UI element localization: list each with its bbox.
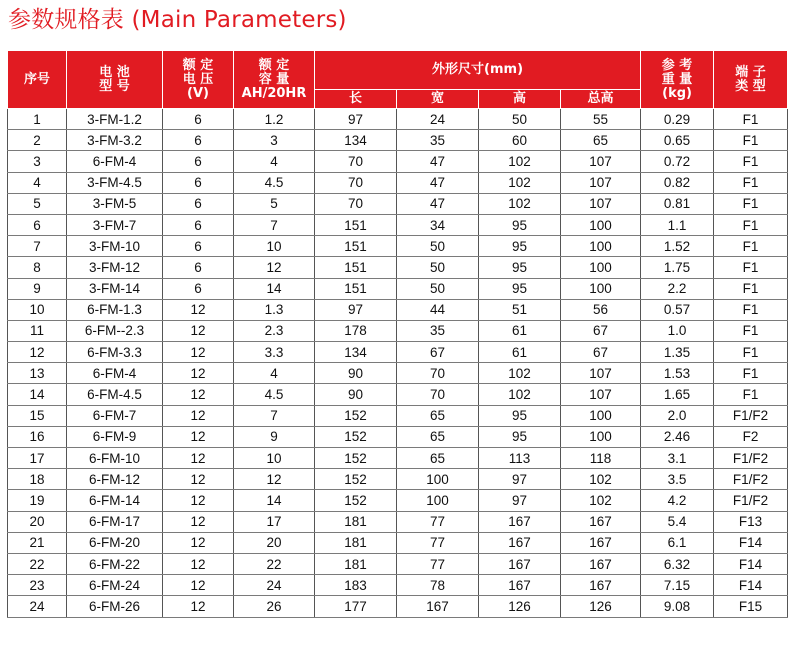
cell-voltage: 12 [163,469,234,490]
cell-weight: 0.72 [641,151,714,172]
cell-length: 152 [315,426,397,447]
cell-capacity: 4.5 [234,384,315,405]
cell-height: 167 [479,532,561,553]
cell-voltage: 6 [163,214,234,235]
cell-length: 152 [315,469,397,490]
header-total-height: 总高 [561,90,641,109]
cell-model: 3-FM-10 [67,236,163,257]
cell-terminal: F1/F2 [714,405,788,426]
cell-total-height: 107 [561,172,641,193]
cell-length: 177 [315,596,397,617]
cell-total-height: 67 [561,320,641,341]
cell-seq: 19 [8,490,67,511]
cell-capacity: 14 [234,490,315,511]
cell-width: 78 [397,575,479,596]
cell-width: 77 [397,532,479,553]
cell-model: 6-FM-12 [67,469,163,490]
cell-voltage: 6 [163,278,234,299]
cell-weight: 9.08 [641,596,714,617]
cell-voltage: 6 [163,257,234,278]
cell-terminal: F1 [714,109,788,130]
cell-terminal: F13 [714,511,788,532]
table-row [8,511,788,532]
cell-voltage: 6 [163,130,234,151]
cell-total-height: 167 [561,575,641,596]
cell-weight: 1.0 [641,320,714,341]
cell-total-height: 118 [561,448,641,469]
table-row [8,426,788,447]
cell-model: 6-FM-20 [67,532,163,553]
cell-length: 97 [315,109,397,130]
cell-length: 70 [315,193,397,214]
cell-capacity: 17 [234,511,315,532]
cell-terminal: F1/F2 [714,469,788,490]
cell-seq: 12 [8,342,67,363]
cell-total-height: 100 [561,214,641,235]
cell-length: 151 [315,236,397,257]
cell-model: 3-FM-12 [67,257,163,278]
cell-model: 6-FM-10 [67,448,163,469]
cell-total-height: 100 [561,257,641,278]
cell-length: 151 [315,257,397,278]
cell-width: 50 [397,278,479,299]
cell-weight: 1.1 [641,214,714,235]
cell-voltage: 12 [163,384,234,405]
cell-width: 47 [397,151,479,172]
cell-capacity: 26 [234,596,315,617]
cell-seq: 9 [8,278,67,299]
cell-weight: 6.32 [641,553,714,574]
table-row [8,172,788,193]
cell-weight: 2.46 [641,426,714,447]
cell-capacity: 5 [234,193,315,214]
table-row [8,130,788,151]
cell-height: 51 [479,299,561,320]
cell-model: 6-FM-24 [67,575,163,596]
cell-seq: 17 [8,448,67,469]
cell-height: 61 [479,320,561,341]
cell-total-height: 100 [561,278,641,299]
cell-width: 35 [397,320,479,341]
cell-width: 67 [397,342,479,363]
cell-width: 24 [397,109,479,130]
cell-seq: 18 [8,469,67,490]
cell-height: 102 [479,151,561,172]
cell-width: 65 [397,448,479,469]
cell-voltage: 6 [163,151,234,172]
cell-voltage: 12 [163,532,234,553]
cell-terminal: F14 [714,553,788,574]
parameters-table [7,50,788,618]
header-width: 宽 [397,90,479,109]
cell-terminal: F1 [714,151,788,172]
cell-seq: 14 [8,384,67,405]
cell-weight: 5.4 [641,511,714,532]
cell-weight: 0.82 [641,172,714,193]
cell-width: 167 [397,596,479,617]
cell-capacity: 4 [234,151,315,172]
cell-terminal: F14 [714,575,788,596]
cell-voltage: 12 [163,575,234,596]
cell-total-height: 67 [561,342,641,363]
cell-terminal: F1 [714,363,788,384]
cell-terminal: F1 [714,320,788,341]
cell-total-height: 102 [561,490,641,511]
cell-seq: 7 [8,236,67,257]
cell-voltage: 12 [163,405,234,426]
cell-height: 95 [479,278,561,299]
header-capacity: 额 定 容 量 AH/20HR [234,51,315,109]
cell-voltage: 12 [163,553,234,574]
table-row [8,278,788,299]
cell-model: 6-FM--2.3 [67,320,163,341]
cell-length: 70 [315,151,397,172]
cell-seq: 8 [8,257,67,278]
cell-total-height: 107 [561,363,641,384]
cell-seq: 10 [8,299,67,320]
cell-voltage: 12 [163,320,234,341]
cell-length: 151 [315,214,397,235]
cell-capacity: 12 [234,257,315,278]
table-row [8,596,788,617]
cell-weight: 3.5 [641,469,714,490]
cell-height: 102 [479,172,561,193]
cell-seq: 16 [8,426,67,447]
cell-width: 77 [397,511,479,532]
table-header-row [8,51,788,90]
cell-voltage: 12 [163,511,234,532]
cell-total-height: 65 [561,130,641,151]
cell-weight: 1.53 [641,363,714,384]
cell-seq: 20 [8,511,67,532]
header-dimensions: 外形尺寸(mm) [315,51,641,90]
header-seq: 序号 [8,51,67,109]
cell-model: 6-FM-26 [67,596,163,617]
cell-width: 100 [397,469,479,490]
cell-voltage: 12 [163,426,234,447]
cell-weight: 4.2 [641,490,714,511]
cell-height: 60 [479,130,561,151]
cell-model: 3-FM-7 [67,214,163,235]
cell-width: 35 [397,130,479,151]
table-row [8,257,788,278]
cell-total-height: 100 [561,405,641,426]
cell-seq: 24 [8,596,67,617]
cell-model: 6-FM-22 [67,553,163,574]
cell-capacity: 3.3 [234,342,315,363]
cell-capacity: 1.3 [234,299,315,320]
cell-height: 95 [479,426,561,447]
cell-total-height: 55 [561,109,641,130]
cell-terminal: F1/F2 [714,490,788,511]
cell-terminal: F1 [714,130,788,151]
cell-total-height: 167 [561,553,641,574]
cell-model: 6-FM-7 [67,405,163,426]
cell-terminal: F1 [714,278,788,299]
cell-height: 97 [479,469,561,490]
cell-voltage: 12 [163,342,234,363]
cell-width: 44 [397,299,479,320]
cell-length: 134 [315,342,397,363]
cell-terminal: F1 [714,193,788,214]
cell-length: 152 [315,405,397,426]
cell-capacity: 10 [234,236,315,257]
cell-width: 50 [397,257,479,278]
cell-width: 65 [397,405,479,426]
cell-seq: 2 [8,130,67,151]
cell-terminal: F1 [714,342,788,363]
cell-height: 167 [479,511,561,532]
cell-width: 50 [397,236,479,257]
cell-height: 95 [479,405,561,426]
cell-capacity: 4 [234,363,315,384]
cell-length: 181 [315,553,397,574]
cell-voltage: 12 [163,363,234,384]
cell-width: 47 [397,193,479,214]
cell-voltage: 6 [163,193,234,214]
cell-seq: 13 [8,363,67,384]
table-row [8,299,788,320]
cell-capacity: 9 [234,426,315,447]
cell-width: 70 [397,363,479,384]
table-row [8,469,788,490]
cell-weight: 7.15 [641,575,714,596]
cell-model: 3-FM-1.2 [67,109,163,130]
header-weight: 参 考 重 量 (kg) [641,51,714,109]
cell-height: 167 [479,575,561,596]
cell-total-height: 107 [561,193,641,214]
cell-terminal: F1 [714,172,788,193]
cell-model: 6-FM-3.3 [67,342,163,363]
cell-capacity: 7 [234,214,315,235]
cell-voltage: 6 [163,109,234,130]
table-row [8,448,788,469]
cell-terminal: F1 [714,384,788,405]
cell-total-height: 167 [561,511,641,532]
cell-model: 3-FM-5 [67,193,163,214]
cell-seq: 23 [8,575,67,596]
cell-seq: 22 [8,553,67,574]
cell-weight: 0.57 [641,299,714,320]
cell-height: 95 [479,257,561,278]
cell-weight: 2.2 [641,278,714,299]
cell-weight: 1.65 [641,384,714,405]
cell-voltage: 12 [163,448,234,469]
cell-weight: 1.75 [641,257,714,278]
table-row [8,214,788,235]
cell-total-height: 100 [561,426,641,447]
cell-capacity: 14 [234,278,315,299]
cell-width: 34 [397,214,479,235]
cell-height: 102 [479,384,561,405]
cell-capacity: 20 [234,532,315,553]
cell-seq: 21 [8,532,67,553]
cell-model: 3-FM-4.5 [67,172,163,193]
cell-capacity: 12 [234,469,315,490]
cell-length: 151 [315,278,397,299]
cell-length: 70 [315,172,397,193]
cell-length: 152 [315,490,397,511]
cell-terminal: F1 [714,299,788,320]
cell-length: 90 [315,363,397,384]
cell-seq: 1 [8,109,67,130]
cell-terminal: F14 [714,532,788,553]
table-row [8,109,788,130]
cell-length: 152 [315,448,397,469]
cell-voltage: 6 [163,172,234,193]
cell-seq: 6 [8,214,67,235]
header-height: 高 [479,90,561,109]
cell-total-height: 167 [561,532,641,553]
cell-total-height: 107 [561,151,641,172]
table-row [8,342,788,363]
table-row [8,193,788,214]
cell-seq: 4 [8,172,67,193]
cell-terminal: F1 [714,236,788,257]
cell-voltage: 12 [163,596,234,617]
cell-total-height: 102 [561,469,641,490]
cell-terminal: F2 [714,426,788,447]
cell-height: 102 [479,363,561,384]
cell-model: 6-FM-9 [67,426,163,447]
cell-weight: 1.52 [641,236,714,257]
table-row [8,363,788,384]
cell-capacity: 22 [234,553,315,574]
cell-height: 97 [479,490,561,511]
cell-capacity: 1.2 [234,109,315,130]
cell-height: 126 [479,596,561,617]
cell-terminal: F1 [714,214,788,235]
cell-height: 102 [479,193,561,214]
table-row [8,532,788,553]
cell-capacity: 10 [234,448,315,469]
cell-height: 61 [479,342,561,363]
cell-weight: 6.1 [641,532,714,553]
header-length: 长 [315,90,397,109]
cell-voltage: 6 [163,236,234,257]
header-terminal: 端 子 类 型 [714,51,788,109]
cell-voltage: 12 [163,490,234,511]
table-row [8,384,788,405]
cell-capacity: 2.3 [234,320,315,341]
header-voltage: 额 定 电 压 (V) [163,51,234,109]
cell-total-height: 56 [561,299,641,320]
cell-seq: 3 [8,151,67,172]
cell-model: 6-FM-4.5 [67,384,163,405]
table-row [8,236,788,257]
cell-total-height: 126 [561,596,641,617]
table-row [8,151,788,172]
cell-total-height: 107 [561,384,641,405]
cell-capacity: 4.5 [234,172,315,193]
cell-length: 181 [315,532,397,553]
cell-width: 100 [397,490,479,511]
cell-width: 77 [397,553,479,574]
cell-model: 6-FM-1.3 [67,299,163,320]
cell-length: 90 [315,384,397,405]
table-row [8,320,788,341]
cell-weight: 1.35 [641,342,714,363]
cell-terminal: F1 [714,257,788,278]
cell-seq: 15 [8,405,67,426]
cell-total-height: 100 [561,236,641,257]
cell-length: 178 [315,320,397,341]
cell-width: 47 [397,172,479,193]
cell-weight: 0.29 [641,109,714,130]
header-model: 电 池 型 号 [67,51,163,109]
cell-weight: 0.65 [641,130,714,151]
cell-height: 167 [479,553,561,574]
table-row [8,553,788,574]
table-row [8,490,788,511]
cell-seq: 5 [8,193,67,214]
cell-capacity: 24 [234,575,315,596]
cell-model: 6-FM-17 [67,511,163,532]
cell-length: 183 [315,575,397,596]
cell-weight: 2.0 [641,405,714,426]
cell-length: 134 [315,130,397,151]
table-row [8,575,788,596]
cell-voltage: 12 [163,299,234,320]
cell-terminal: F1/F2 [714,448,788,469]
cell-capacity: 3 [234,130,315,151]
cell-length: 181 [315,511,397,532]
cell-model: 6-FM-14 [67,490,163,511]
cell-capacity: 7 [234,405,315,426]
cell-weight: 3.1 [641,448,714,469]
cell-model: 3-FM-14 [67,278,163,299]
page-title: 参数规格表 (Main Parameters) [8,7,347,33]
cell-model: 6-FM-4 [67,363,163,384]
cell-weight: 0.81 [641,193,714,214]
cell-width: 70 [397,384,479,405]
cell-model: 6-FM-4 [67,151,163,172]
cell-width: 65 [397,426,479,447]
cell-seq: 11 [8,320,67,341]
cell-height: 113 [479,448,561,469]
cell-height: 50 [479,109,561,130]
cell-height: 95 [479,214,561,235]
cell-model: 3-FM-3.2 [67,130,163,151]
cell-terminal: F15 [714,596,788,617]
table-row [8,405,788,426]
cell-length: 97 [315,299,397,320]
table-body [8,109,788,618]
cell-height: 95 [479,236,561,257]
